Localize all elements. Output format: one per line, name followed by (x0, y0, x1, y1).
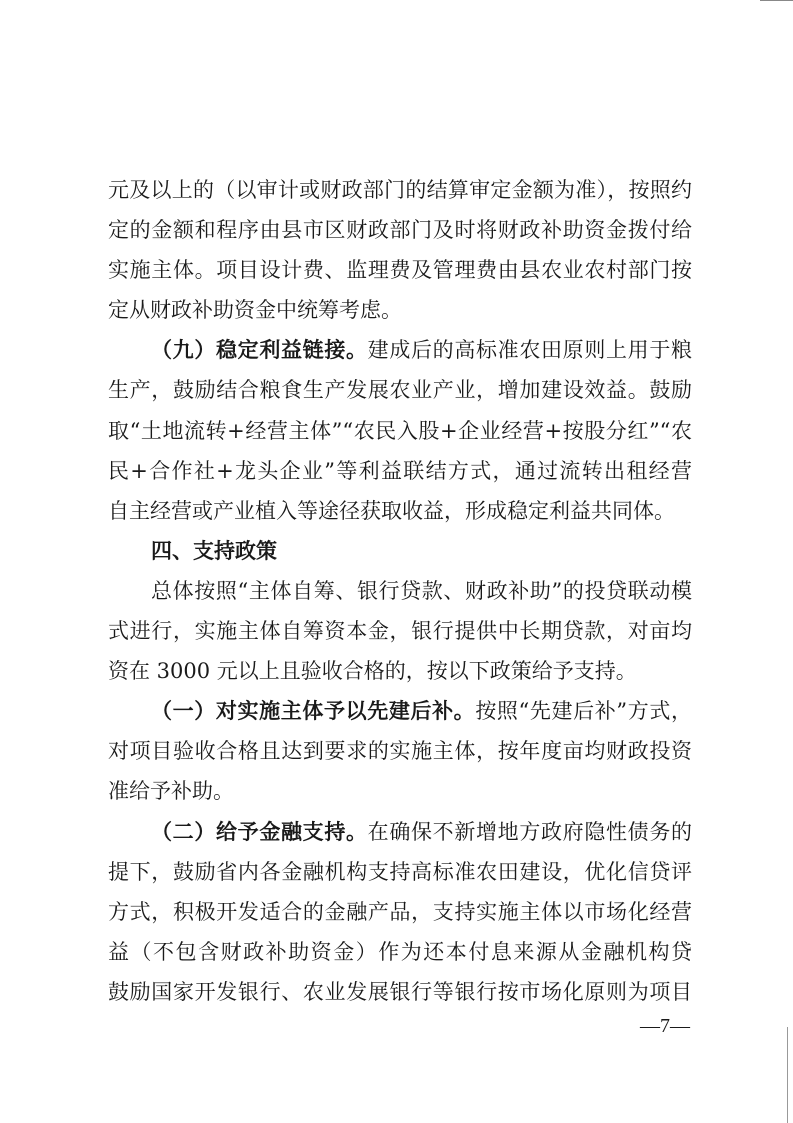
line-text: 对项目验收合格且达到要求的实施主体，按年度亩均财政投资 (108, 739, 692, 764)
scan-edge-line (787, 1027, 788, 1123)
text-line (108, 451, 692, 491)
page-number: —7— (640, 1015, 690, 1037)
line-text: 元及以上的（以审计或财政部门的结算审定金额为准），按照约 (108, 178, 692, 202)
text-line (108, 892, 692, 932)
line-text: 取“土地流转+经营主体”“农民入股+企业经营+按股分红”“农 (108, 418, 692, 443)
bold-heading: （一）对实施主体予以先建后补。 (151, 698, 476, 724)
text-line (108, 370, 692, 410)
bold-heading: （九）稳定利益链接。 (151, 337, 368, 363)
text-line (108, 852, 692, 892)
text-line (108, 611, 692, 651)
text-line (108, 330, 692, 370)
text-line (108, 491, 692, 531)
text-line (108, 531, 692, 571)
line-text: 生产，鼓励结合粮食生产发展农业产业，增加建设效益。鼓励 (108, 378, 692, 403)
line-text: 建成后的高标准农田原则上用于粮 (367, 338, 692, 363)
line-text: 资在 3000 元以上且验收合格的，按以下政策给予支持。 (108, 659, 637, 684)
text-line (108, 571, 692, 611)
line-text: 定的金额和程序由县市区财政部门及时将财政补助资金拨付给 (108, 218, 692, 243)
text-line (108, 411, 692, 451)
text-line (108, 812, 692, 852)
scan-edge-mark (760, 0, 793, 1)
line-text: 总体按照“主体自筹、银行贷款、财政补助”的投贷联动模 (151, 578, 692, 603)
text-line (108, 250, 692, 290)
bold-heading: 四、支持政策 (151, 537, 277, 563)
line-text: 鼓励国家开发银行、农业发展银行等银行按市场化原则为项目 (108, 979, 692, 1004)
line-text: 提下，鼓励省内各金融机构支持高标准农田建设，优化信贷评 (108, 859, 692, 884)
text-line (108, 290, 692, 330)
text-line (108, 691, 692, 731)
bold-heading: （二）给予金融支持。 (151, 818, 368, 844)
document-body (108, 170, 692, 1012)
line-text: 自主经营或产业植入等途径获取收益，形成稳定利益共同体。 (108, 498, 675, 523)
text-line (108, 651, 692, 691)
text-line (108, 972, 692, 1012)
line-text: 式进行，实施主体自筹资本金，银行提供中长期贷款，对亩均 (108, 619, 692, 644)
line-text: 民+合作社+龙头企业”等利益联结方式，通过流转出租经营 (108, 458, 692, 483)
line-text: 在确保不新增地方政府隐性债务的 (367, 819, 692, 844)
text-line (108, 932, 692, 972)
line-text: 定从财政补助资金中统筹考虑。 (108, 298, 402, 323)
line-text: 方式，积极开发适合的金融产品，支持实施主体以市场化经营 (108, 899, 692, 924)
text-line (108, 731, 692, 771)
line-text: 按照“先建后补”方式， (475, 699, 692, 724)
text-line (108, 170, 692, 210)
line-text: 益（不包含财政补助资金）作为还本付息来源从金融机构贷 (108, 939, 692, 964)
line-text: 实施主体。项目设计费、监理费及管理费由县农业农村部门按 (108, 258, 692, 283)
text-line (108, 771, 692, 811)
text-line (108, 210, 692, 250)
line-text: 准给予补助。 (108, 779, 234, 804)
